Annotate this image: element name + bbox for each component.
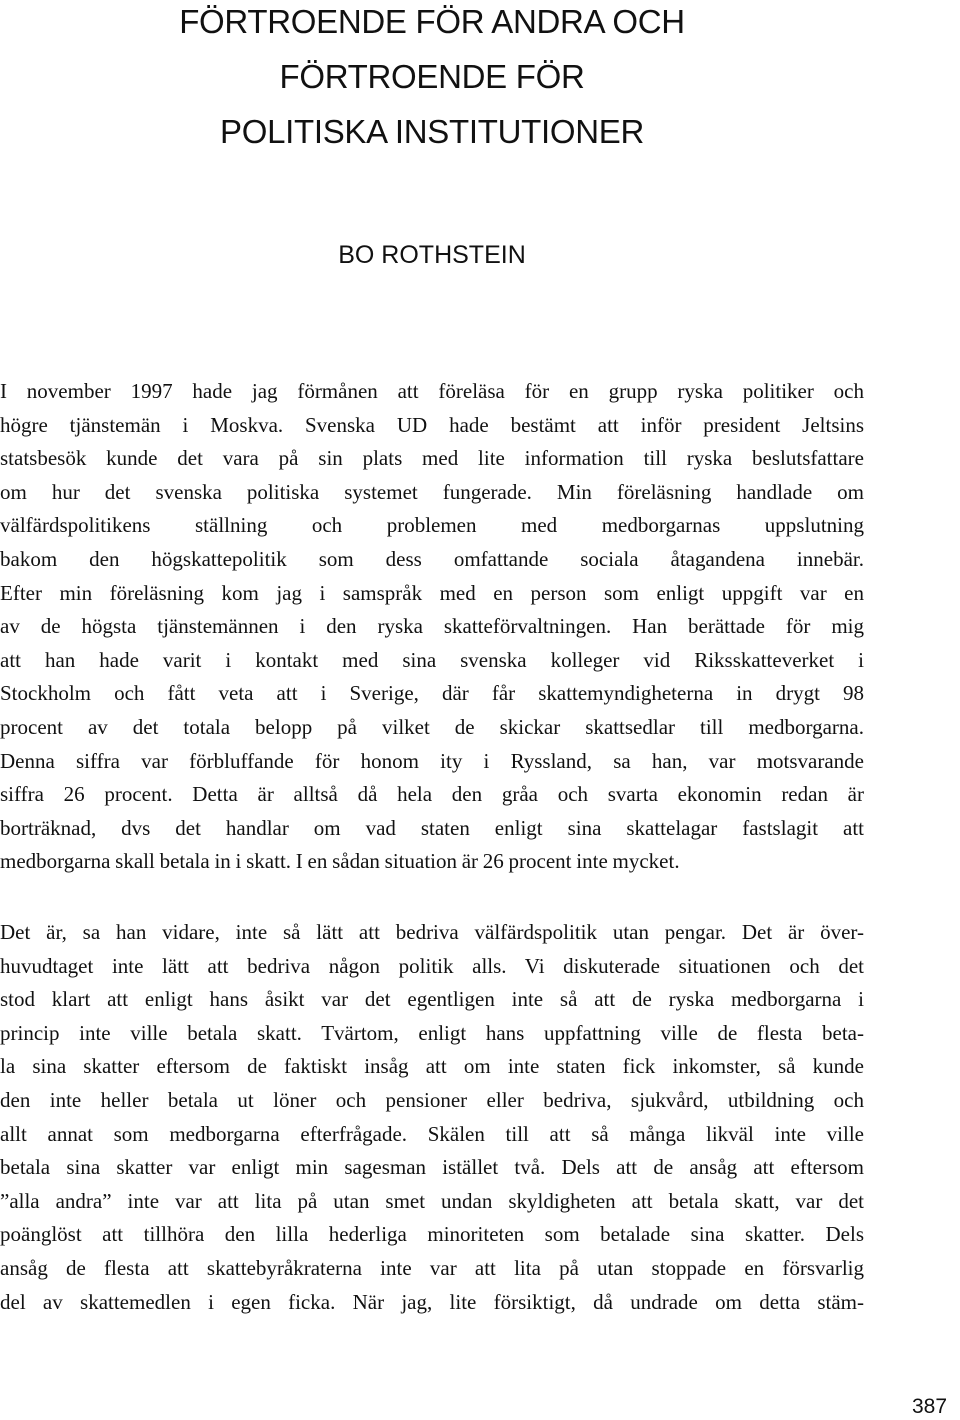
text-line: Efter min föreläsning kom jag i samspråk med en person som enligt uppgift var en xyxy=(0,580,864,605)
text-line: borträknad, dvs det handlar om vad staten enligt sina skattelagar fastslagit att xyxy=(0,815,864,840)
body-paragraph xyxy=(0,375,864,879)
text-line: I november 1997 hade jag förmånen att föreläsa för en grupp ryska politiker och xyxy=(0,379,864,403)
title-line: POLITISKA INSTITUTIONER xyxy=(219,113,644,150)
title-line: FÖRTROENDE FÖR xyxy=(279,58,585,95)
text-line: statsbesök kunde det vara på sin plats med lite information till ryska beslutsfattare xyxy=(0,446,864,471)
text-line: Det är, sa han vidare, inte så lätt att bedriva välfärdspolitik utan pengar. Det är över- xyxy=(0,920,864,944)
body-paragraph xyxy=(0,916,864,1319)
text-line: poänglöst att tillhöra den lilla hederliga minoriteten som betalade sina skatter. Dels xyxy=(0,1222,864,1247)
text-line: välfärdspolitikens ställning och problemen med medborgarnas uppslutning xyxy=(0,513,864,538)
text-line: la sina skatter eftersom de faktiskt insåg att om inte staten fick inkomster, så kunde xyxy=(0,1054,864,1079)
author-name: BO ROTHSTEIN xyxy=(338,241,526,269)
text-line: bakom den högskattepolitik som dess omfattande sociala åtagandena innebär. xyxy=(0,546,864,571)
article-title xyxy=(0,0,864,159)
text-line: del av skattemedlen i egen ficka. När jag, lite försiktigt, då undrade om detta stäm- xyxy=(0,1289,864,1314)
text-line: att han hade varit i kontakt med sina svenska kolleger vid Riksskatteverket i xyxy=(0,647,864,672)
text-line: ”alla andra” inte var att lita på utan smet undan skyldigheten att betala skatt, var det xyxy=(0,1188,864,1213)
text-line: av de högsta tjänstemännen i den ryska skatteförvaltningen. Han berättade för mig xyxy=(0,614,864,639)
page-number: 387 xyxy=(912,1395,948,1418)
title-line: FÖRTROENDE FÖR ANDRA OCH xyxy=(179,3,685,40)
text-line: huvudtaget inte lätt att bedriva någon politik alls. Vi diskuterade situationen och det xyxy=(0,953,864,978)
text-line: den inte heller betala ut löner och pensioner eller bedriva, sjukvård, utbildning och xyxy=(0,1087,864,1112)
text-line: allt annat som medborgarna efterfrågade. Skälen till att så många likväl inte ville xyxy=(0,1121,864,1146)
text-line: ansåg de flesta att skattebyråkraterna inte var att lita på utan stoppade en försvarlig xyxy=(0,1255,864,1280)
text-line: medborgarna skall betala in i skatt. I en sådan situation är 26 procent inte mycket. xyxy=(0,849,680,874)
text-line: om hur det svenska politiska systemet fungerade. Min föreläsning handlade om xyxy=(0,479,864,504)
text-line: procent av det totala belopp på vilket de skickar skattsedlar till medborgarna. xyxy=(0,714,864,739)
text-line: stod klart att enligt hans åsikt var det egentligen inte så att de ryska medborgarna i xyxy=(0,987,864,1012)
text-line: Stockholm och fått veta att i Sverige, där får skattemyndigheterna in drygt 98 xyxy=(0,681,864,706)
text-line: Denna siffra var förbluffande för honom ity i Ryssland, sa han, var motsvarande xyxy=(0,748,864,773)
text-line: siffra 26 procent. Detta är alltså då hela den gråa och svarta ekonomin redan är xyxy=(0,782,864,807)
text-line: betala sina skatter var enligt min sagesman istället två. Dels att de ansåg att eftersom xyxy=(0,1155,864,1180)
text-line: högre tjänstemän i Moskva. Svenska UD hade bestämt att inför president Jeltsins xyxy=(0,412,864,437)
text-line: princip inte ville betala skatt. Tvärtom, enligt hans uppfattning ville de flesta beta- xyxy=(0,1020,864,1045)
